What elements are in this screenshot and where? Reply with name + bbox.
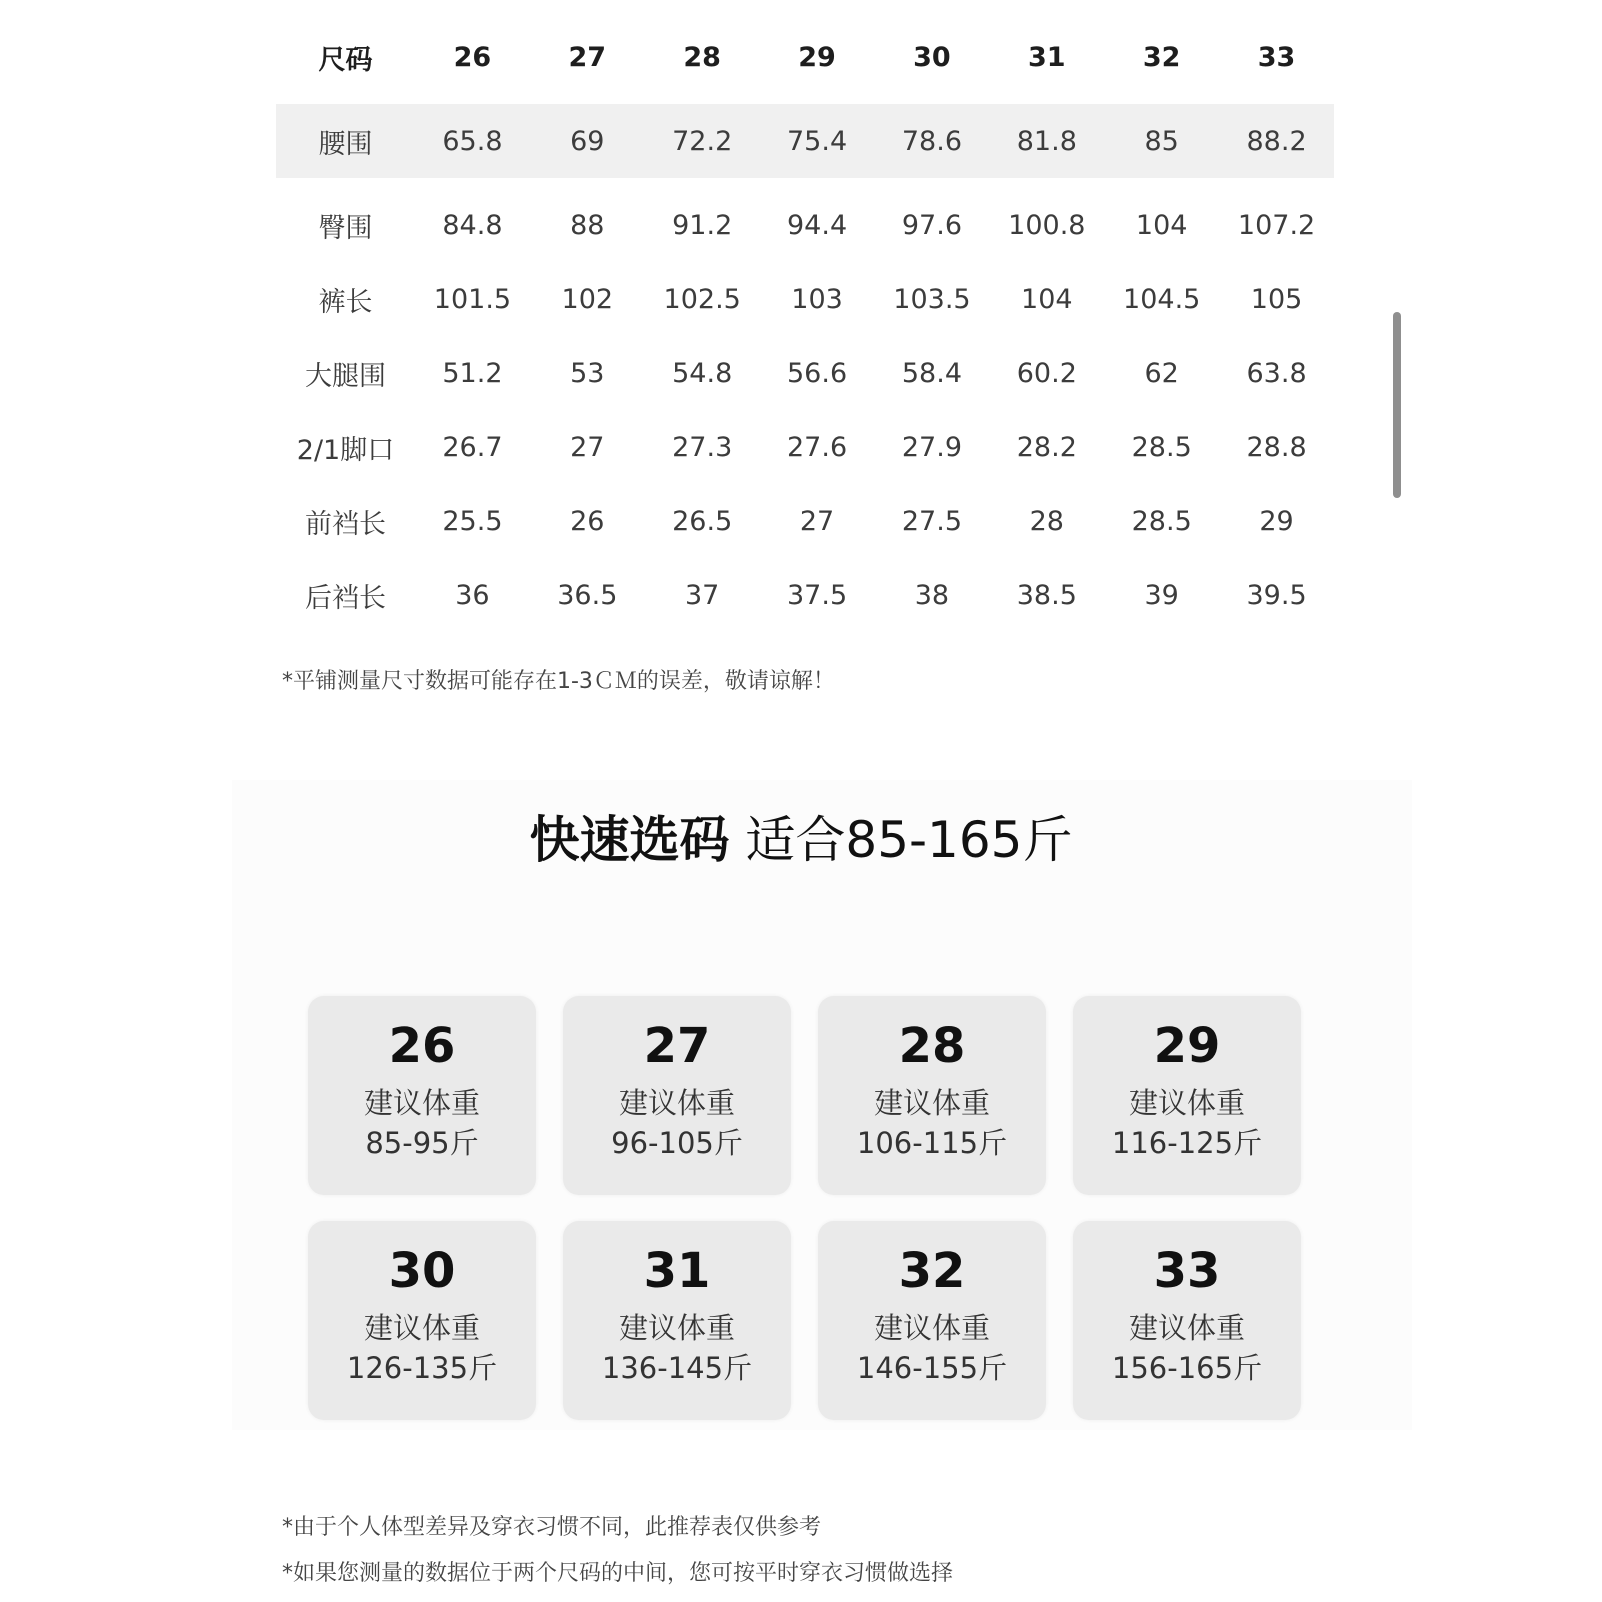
table-cell: 91.2 xyxy=(672,209,733,241)
row-label: 腰围 xyxy=(276,99,415,183)
table-cell: 54.8 xyxy=(672,357,733,389)
table-cell: 81.8 xyxy=(989,99,1104,183)
table-cell: 78.6 xyxy=(875,99,990,183)
table-cell: 39 xyxy=(1144,579,1179,611)
table-cell: 103 xyxy=(791,283,843,315)
table-cell: 25.5 xyxy=(442,505,503,537)
table-cell: 27.9 xyxy=(901,431,962,463)
quick-select-title xyxy=(0,800,1602,872)
table-cell: 94.4 xyxy=(787,209,848,241)
size-header-cell: 26 xyxy=(453,41,492,73)
table-cell: 102.5 xyxy=(663,283,741,315)
card-size: 28 xyxy=(898,1018,966,1074)
card-label: 建议体重 xyxy=(618,1086,735,1120)
card-size: 30 xyxy=(388,1243,456,1299)
row-label: 臀围 xyxy=(318,212,373,244)
table-cell: 53 xyxy=(570,357,605,389)
table-cell: 88 xyxy=(570,209,605,241)
table-cell: 88.2 xyxy=(1219,99,1334,183)
table-cell: 26 xyxy=(570,505,605,537)
table-cell: 63.8 xyxy=(1246,357,1307,389)
table-cell: 27 xyxy=(799,505,835,537)
size-chart-table xyxy=(276,20,1334,632)
table-cell: 27.6 xyxy=(787,431,848,463)
table-cell: 103.5 xyxy=(893,283,971,315)
table-cell: 27 xyxy=(570,431,605,463)
table-cell: 84.8 xyxy=(442,209,503,241)
table-cell: 65.8 xyxy=(415,99,530,183)
size-header-cell: 27 xyxy=(568,41,607,73)
card-weight-range: 156-165斤 xyxy=(1111,1351,1263,1385)
table-cell: 101.5 xyxy=(433,283,512,315)
card-weight-range: 85-95斤 xyxy=(365,1126,479,1160)
card-weight-range: 126-135斤 xyxy=(346,1351,498,1385)
table-row-back-rise xyxy=(276,558,1334,632)
table-row-front-rise xyxy=(276,484,1334,558)
card-label: 建议体重 xyxy=(873,1311,990,1345)
card-size: 33 xyxy=(1153,1243,1221,1299)
table-cell: 62 xyxy=(1144,357,1179,389)
table-cell: 58.4 xyxy=(901,357,962,389)
scrollbar-thumb[interactable] xyxy=(1393,312,1401,498)
measurement-note: *平铺测量尺寸数据可能存在1-3ＣＭ的误差，敬请谅解！ xyxy=(282,669,835,694)
between-sizes-note: *如果您测量的数据位于两个尺码的中间，您可按平时穿衣习惯做选择 xyxy=(282,1561,954,1586)
size-card-31[interactable] xyxy=(563,1221,791,1420)
card-label: 建议体重 xyxy=(363,1311,480,1345)
table-cell: 37 xyxy=(685,579,720,611)
table-row-leg-opening xyxy=(276,410,1334,484)
table-cell: 60.2 xyxy=(1016,357,1077,389)
card-size: 27 xyxy=(643,1018,711,1074)
table-row-hip xyxy=(276,183,1334,262)
table-cell: 27.3 xyxy=(672,431,733,463)
table-cell: 28.5 xyxy=(1131,505,1192,537)
row-label: 2/1脚口 xyxy=(296,434,395,466)
card-size: 32 xyxy=(898,1243,966,1299)
card-weight-range: 136-145斤 xyxy=(601,1351,753,1385)
table-cell: 37.5 xyxy=(787,579,848,611)
table-cell: 26.5 xyxy=(672,505,733,537)
card-size: 29 xyxy=(1153,1018,1221,1074)
size-header-label: 尺码 xyxy=(318,44,373,76)
table-cell: 28.2 xyxy=(1016,431,1077,463)
table-cell: 28.5 xyxy=(1131,431,1192,463)
table-cell: 104 xyxy=(1021,283,1073,315)
card-size: 26 xyxy=(388,1018,456,1074)
size-card-28[interactable] xyxy=(818,996,1046,1195)
table-cell: 51.2 xyxy=(442,357,503,389)
size-header-cell: 32 xyxy=(1142,41,1181,73)
row-label: 大腿围 xyxy=(305,360,386,392)
table-cell: 28.8 xyxy=(1246,431,1307,463)
table-cell: 104.5 xyxy=(1123,283,1201,315)
card-label: 建议体重 xyxy=(1128,1311,1245,1345)
size-header-cell: 33 xyxy=(1257,41,1296,73)
row-label: 后裆长 xyxy=(305,582,386,614)
table-cell: 75.4 xyxy=(760,99,875,183)
size-card-27[interactable] xyxy=(563,996,791,1195)
card-label: 建议体重 xyxy=(618,1311,735,1345)
table-cell: 26.7 xyxy=(442,431,503,463)
table-cell: 36 xyxy=(455,579,490,611)
table-cell: 104 xyxy=(1135,209,1188,241)
size-card-30[interactable] xyxy=(308,1221,536,1420)
table-cell: 72.2 xyxy=(645,99,760,183)
card-weight-range: 146-155斤 xyxy=(856,1351,1008,1385)
size-header-cell: 28 xyxy=(683,41,721,73)
size-card-grid xyxy=(308,996,1304,1420)
table-cell: 28 xyxy=(1029,505,1064,537)
table-cell: 27.5 xyxy=(901,505,962,537)
table-cell: 29 xyxy=(1259,505,1294,537)
card-weight-range: 116-125斤 xyxy=(1111,1126,1263,1160)
card-label: 建议体重 xyxy=(873,1086,990,1120)
table-cell: 100.8 xyxy=(1008,209,1086,241)
size-header-row xyxy=(276,20,1334,99)
size-card-26[interactable] xyxy=(308,996,536,1195)
table-row-waist xyxy=(276,99,1334,183)
row-label: 前裆长 xyxy=(305,508,386,540)
card-label: 建议体重 xyxy=(1128,1086,1245,1120)
card-weight-range: 96-105斤 xyxy=(611,1126,743,1160)
size-card-29[interactable] xyxy=(1073,996,1301,1195)
quick-select-title-range: 适合85-165斤 xyxy=(745,811,1073,869)
table-cell: 105 xyxy=(1250,283,1303,315)
size-card-32[interactable] xyxy=(818,1221,1046,1420)
reference-note: *由于个人体型差异及穿衣习惯不同，此推荐表仅供参考 xyxy=(282,1515,822,1540)
size-header-cell: 29 xyxy=(798,41,836,73)
table-cell: 102 xyxy=(561,283,614,315)
table-cell: 69 xyxy=(530,99,645,183)
table-cell: 38.5 xyxy=(1016,579,1077,611)
table-cell: 56.6 xyxy=(787,357,848,389)
row-label: 裤长 xyxy=(318,286,373,318)
table-row-length xyxy=(276,262,1334,336)
size-card-33[interactable] xyxy=(1073,1221,1301,1420)
size-header-cell: 30 xyxy=(913,41,951,73)
table-row-thigh xyxy=(276,336,1334,410)
quick-select-title-strong: 快速选码 xyxy=(529,811,730,869)
table-cell: 107.2 xyxy=(1237,209,1316,241)
card-label: 建议体重 xyxy=(363,1086,480,1120)
table-cell: 85 xyxy=(1104,99,1219,183)
table-cell: 97.6 xyxy=(901,209,962,241)
table-cell: 39.5 xyxy=(1246,579,1307,611)
size-header-cell: 31 xyxy=(1028,41,1066,73)
card-size: 31 xyxy=(643,1243,711,1299)
table-cell: 36.5 xyxy=(557,579,618,611)
table-cell: 38 xyxy=(914,579,950,611)
card-weight-range: 106-115斤 xyxy=(856,1126,1008,1160)
